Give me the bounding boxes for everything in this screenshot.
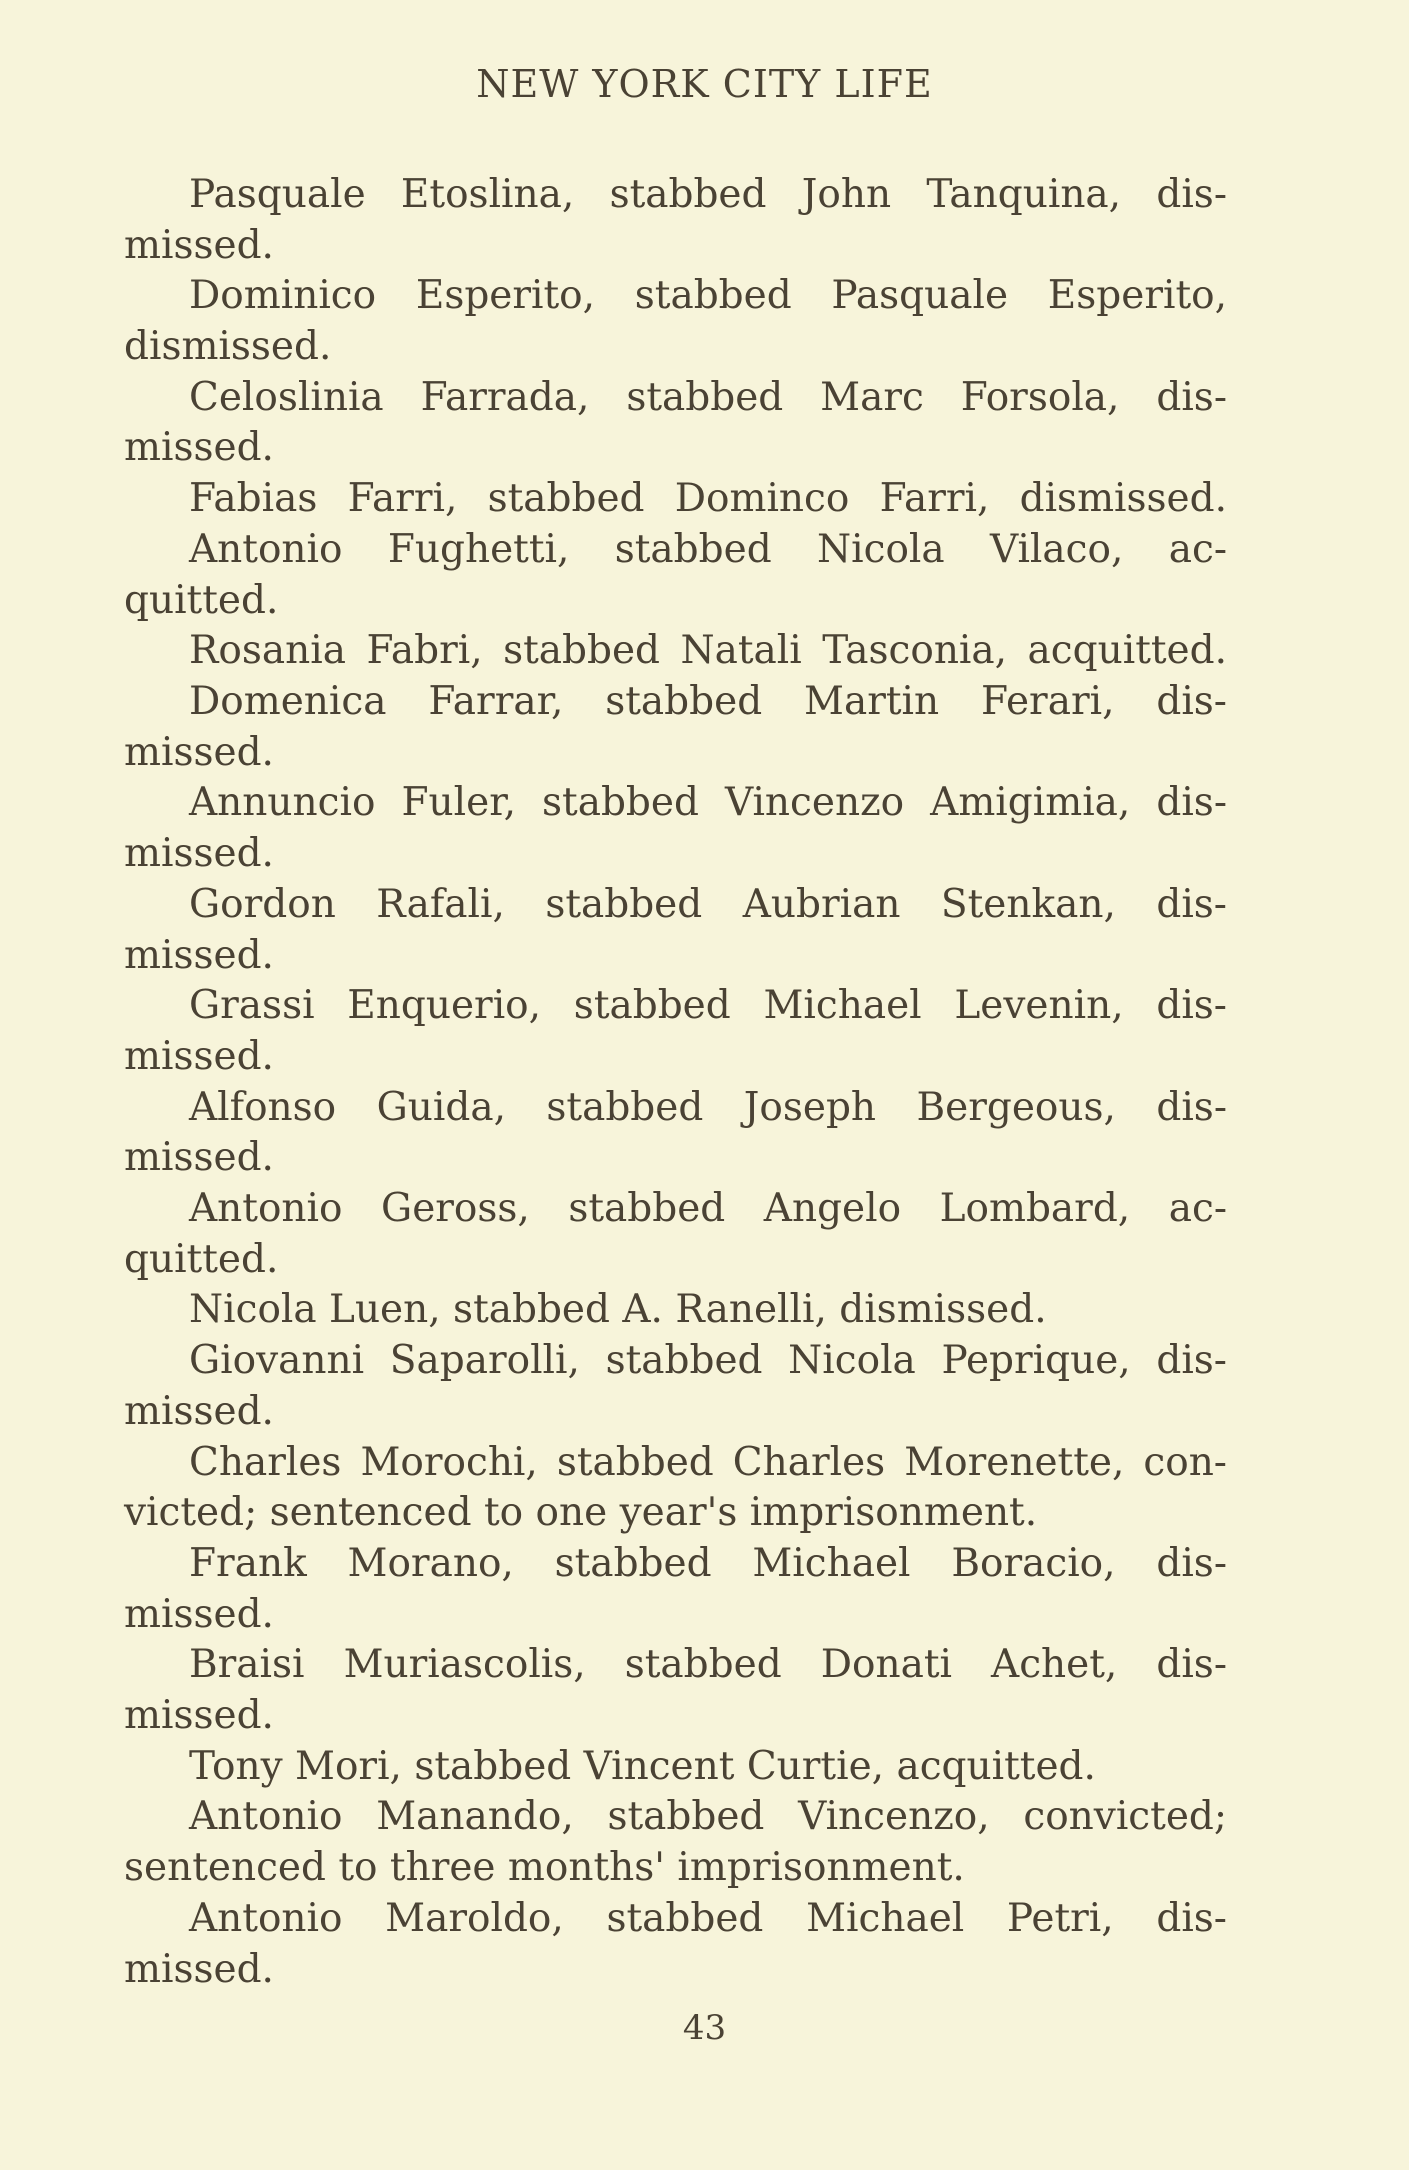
entry-line: Antonio Manando, stabbed Vincenzo, convicted; [189, 1794, 1227, 1839]
entry-line: Grassi Enquerio, stabbed Michael Levenin, dis- [189, 983, 1227, 1028]
entry-line: Antonio Geross, stabbed Angelo Lombard, ac- [189, 1186, 1227, 1231]
entry-continuation-line: missed. [124, 1947, 274, 1992]
page-number: 43 [682, 2008, 727, 2048]
entry-line: Domenica Farrar, stabbed Martin Ferari, dis- [189, 679, 1227, 724]
entry-line: Alfonso Guida, stabbed Joseph Bergeous, dis- [189, 1085, 1227, 1130]
entry-continuation-line: missed. [124, 1135, 274, 1180]
entry-line: Antonio Maroldo, stabbed Michael Petri, dis- [189, 1896, 1227, 1941]
running-title: NEW YORK CITY LIFE [476, 62, 933, 106]
entry-line: Charles Morochi, stabbed Charles Morenette, con- [189, 1440, 1227, 1485]
entry-continuation-line: missed. [124, 933, 274, 978]
entry-continuation-line: missed. [124, 730, 274, 775]
entry-line: Fabias Farri, stabbed Dominco Farri, dismissed. [189, 476, 1227, 521]
entry-line: Antonio Fughetti, stabbed Nicola Vilaco, ac- [189, 527, 1227, 572]
entry-continuation-line: sentenced to three months' imprisonment. [124, 1845, 965, 1890]
entry-continuation-line: victed; sentenced to one year's imprisonment. [124, 1490, 1038, 1535]
entry-line: Tony Mori, stabbed Vincent Curtie, acquitted. [189, 1744, 1096, 1789]
entry-line: Annuncio Fuler, stabbed Vincenzo Amigimia, dis- [189, 780, 1227, 825]
entry-line: Rosania Fabri, stabbed Natali Tasconia, acquitted. [189, 628, 1227, 673]
entry-line: Braisi Muriascolis, stabbed Donati Achet, dis- [189, 1642, 1227, 1687]
entry-continuation-line: missed. [124, 831, 274, 876]
entry-line: Frank Morano, stabbed Michael Boracio, dis- [189, 1541, 1227, 1586]
entry-continuation-line: missed. [124, 425, 274, 470]
entry-line: Giovanni Saparolli, stabbed Nicola Peprique, dis- [189, 1338, 1227, 1383]
entry-line: Nicola Luen, stabbed A. Ranelli, dismissed. [189, 1287, 1047, 1332]
entry-line: Pasquale Etoslina, stabbed John Tanquina, dis- [189, 172, 1227, 217]
entry-continuation-line: missed. [124, 1693, 274, 1738]
entry-continuation-line: missed. [124, 1592, 274, 1637]
entry-line: Celoslinia Farrada, stabbed Marc Forsola, dis- [189, 375, 1227, 420]
entry-line: Dominico Esperito, stabbed Pasquale Esperito, [189, 273, 1227, 318]
entry-continuation-line: dismissed. [124, 324, 332, 369]
entry-continuation-line: quitted. [124, 578, 279, 623]
entry-continuation-line: missed. [124, 1034, 274, 1079]
entry-continuation-line: missed. [124, 223, 274, 268]
entry-continuation-line: quitted. [124, 1237, 279, 1282]
entry-line: Gordon Rafali, stabbed Aubrian Stenkan, dis- [189, 882, 1227, 927]
entry-continuation-line: missed. [124, 1389, 274, 1434]
